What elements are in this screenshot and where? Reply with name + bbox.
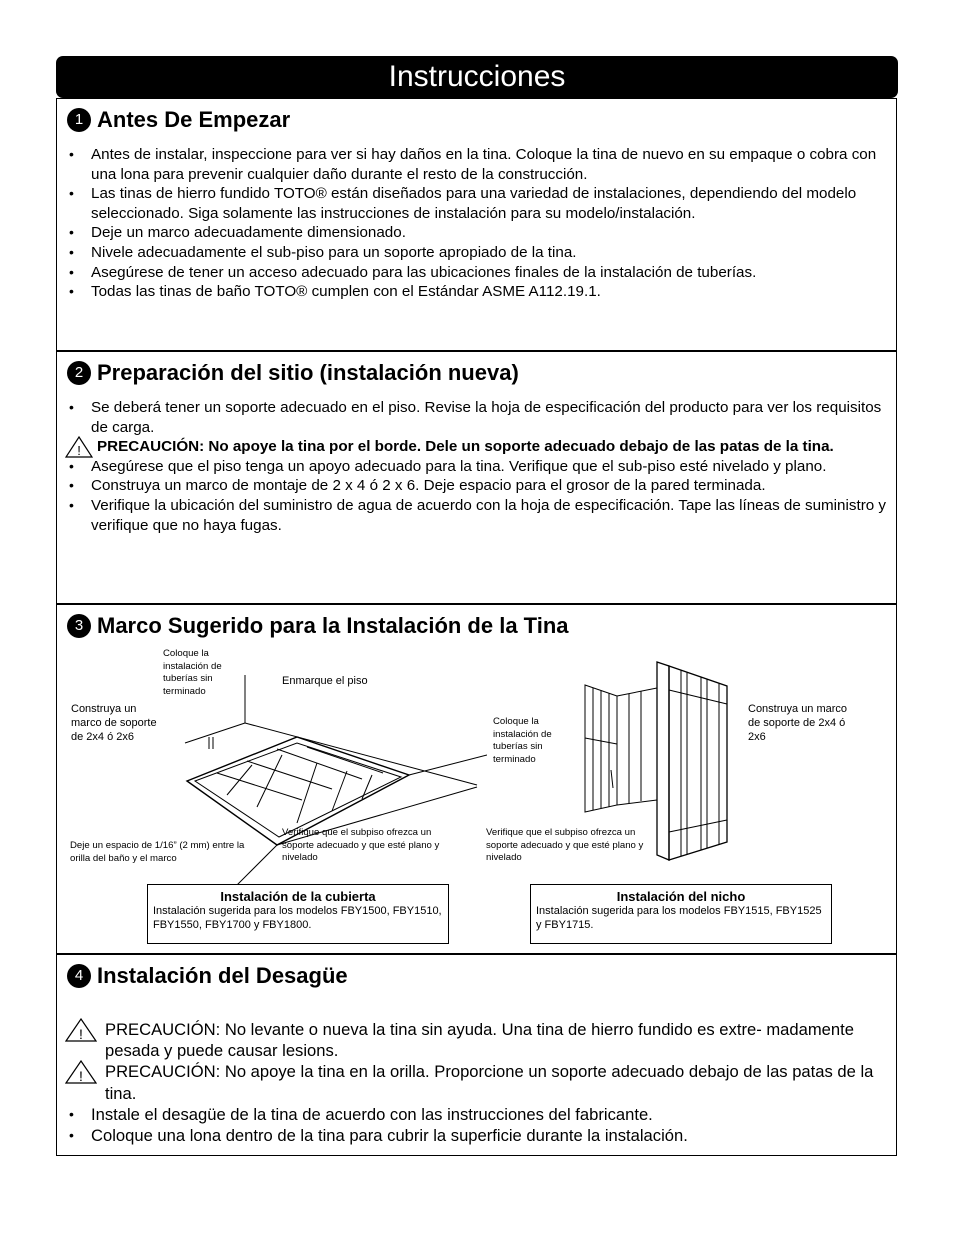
- step-number-badge: 3: [67, 614, 91, 638]
- list-item: • Coloque una lona dentro de la tina para cubrir la superficie durante la instalación.: [67, 1125, 888, 1146]
- caution-text: PRECAUCIÓN: No apoye la tina en la orilla. Proporcione un soporte adecuado debajo de las patas de la tina.: [105, 1062, 874, 1103]
- label-build-frame: Construya un marco de soporte de 2x4 ó 2x6: [71, 703, 157, 743]
- caution-text: PRECAUCIÓN: No levante o nueva la tina sin ayuda. Una tina de hierro fundido es extre- madamente pesada y puede causar lesions.: [105, 1020, 854, 1061]
- box-title: Instalación de la cubierta: [220, 889, 376, 904]
- niche-installation-box: [530, 884, 832, 944]
- section-site-preparation: [56, 351, 897, 604]
- section-title: Marco Sugerido para la Instalación de la Tina: [97, 613, 569, 638]
- caution-item: [67, 437, 888, 457]
- label-gap: Deje un espacio de 1/16” (2 mm) entre la orilla del baño y el marco: [70, 840, 245, 864]
- warning-icon: [65, 436, 93, 458]
- list-item: • Verifique la ubicación del suministro de agua de acuerdo con la hoja de especificación. Tape las líneas de suministro y verifique que no haya fugas.: [67, 496, 888, 535]
- section-header: [67, 107, 290, 133]
- list-item: • Todas las tinas de baño TOTO® cumplen con el Estándar ASME A112.19.1.: [67, 282, 888, 302]
- svg-text:!: !: [79, 1068, 83, 1085]
- section-title: Instalación del Desagüe: [97, 963, 348, 988]
- deck-installation-box: [147, 884, 449, 944]
- label-subfloor-niche: Verifique que el subpiso ofrezca un soporte adecuado y que esté plano y nivelado: [486, 827, 644, 863]
- box-text: Instalación sugerida para los modelos FBY1500, FBY1510, FBY1550, FBY1700 y FBY1800.: [153, 905, 442, 931]
- svg-text:!: !: [77, 443, 81, 459]
- label-build-frame-niche: Construya un marco de soporte de 2x4 ó 2x6: [748, 703, 848, 743]
- step-number-badge: 1: [67, 108, 91, 132]
- warning-icon: [65, 1060, 97, 1084]
- label-plumbing-niche: Coloque la instalación de tuberías sin terminado: [493, 716, 552, 765]
- section-title: Preparación del sitio (instalación nueva): [97, 360, 519, 385]
- list-item: • Construya un marco de montaje de 2 x 4 ó 2 x 6. Deje espacio para el grosor de la pared terminada.: [67, 476, 888, 496]
- list-item: • Deje un marco adecuadamente dimensionado.: [67, 223, 888, 243]
- list-item: • Antes de instalar, inspeccione para ver si hay daños en la tina. Coloque la tina de nuevo en su empaque o cobra con una lona para prevenir cualquier daño durante el resto de la construcción.: [67, 145, 888, 184]
- label-plumbing: Coloque la instalación de tuberías sin terminado: [163, 648, 222, 697]
- list-item: • Asegúrese de tener un acceso adecuado para las ubicaciones finales de la instalación de tuberías.: [67, 263, 888, 283]
- section-title: Antes De Empezar: [97, 107, 291, 132]
- section-before-starting: [56, 98, 897, 351]
- caution-item: [67, 1019, 888, 1061]
- section-suggested-frame: [56, 604, 897, 954]
- bullet-list: [67, 398, 888, 535]
- page-title: Instrucciones: [56, 56, 898, 98]
- bullet-list: [67, 145, 888, 302]
- box-title: Instalación del nicho: [616, 889, 746, 904]
- list-item: • Se deberá tener un soporte adecuado en el piso. Revise la hoja de especificación del producto para ver los requisitos de carga.: [67, 398, 888, 437]
- step-number-badge: 2: [67, 361, 91, 385]
- bullet-list: [67, 1019, 888, 1146]
- list-item: • Asegúrese que el piso tenga un apoyo adecuado para la tina. Verifique que el sub-piso esté nivelado y plano.: [67, 457, 888, 477]
- caution-text: PRECAUCIÓN: No apoye la tina por el borde. Dele un soporte adecuado debajo de las patas de la tina.: [97, 438, 834, 456]
- section-header: [67, 613, 569, 639]
- caution-item: [67, 1061, 888, 1103]
- warning-icon: [65, 1018, 97, 1042]
- section-header: [67, 360, 519, 386]
- section-header: [67, 963, 348, 989]
- list-item: • Las tinas de hierro fundido TOTO® están diseñados para una variedad de instalaciones, dependiendo del modelo seleccionado. Siga solamente las instrucciones de instalación para su modelo/instalación.: [67, 184, 888, 223]
- list-item: • Nivele adecuadamente el sub-piso para un soporte apropiado de la tina.: [67, 243, 888, 263]
- section-drain-installation: [56, 954, 897, 1156]
- list-item: • Instale el desagüe de la tina de acuerdo con las instrucciones del fabricante.: [67, 1104, 888, 1125]
- label-subfloor: Verifique que el subpiso ofrezca un soporte adecuado y que esté plano y nivelado: [282, 827, 440, 863]
- step-number-badge: 4: [67, 964, 91, 988]
- box-text: Instalación sugerida para los modelos FBY1515, FBY1525 y FBY1715.: [536, 905, 822, 931]
- label-frame-floor: Enmarque el piso: [282, 675, 368, 687]
- svg-text:!: !: [79, 1026, 83, 1042]
